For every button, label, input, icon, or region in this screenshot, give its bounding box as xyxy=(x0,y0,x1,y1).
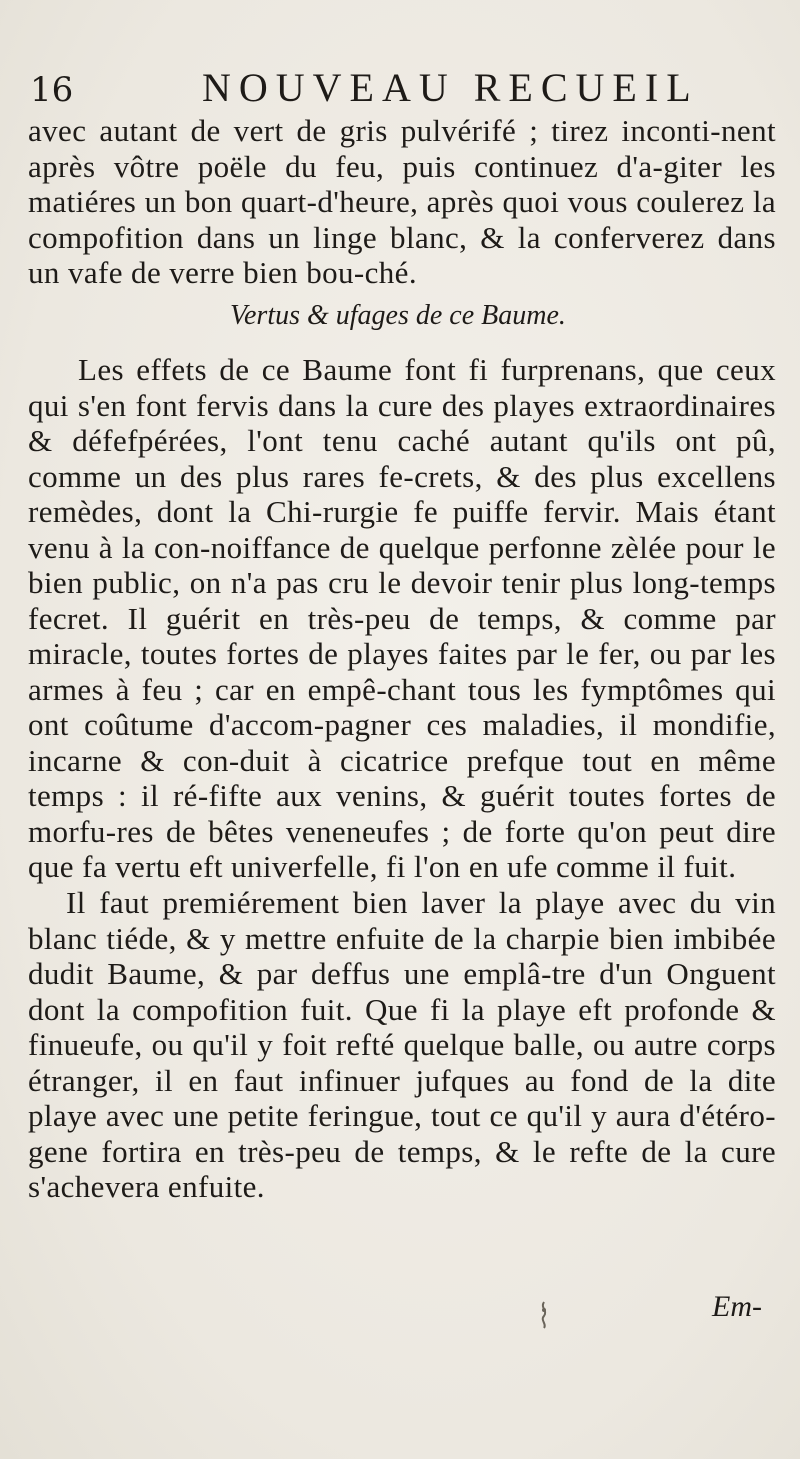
running-title: NOUVEAU RECUEIL xyxy=(202,65,699,110)
page-header xyxy=(30,64,770,110)
printer-ornament-icon xyxy=(535,1300,553,1330)
paragraph-usage: Il faut premiérement bien laver la playe avec du vin blanc tiéde, & y mettre enfuite de la charpie bien imbibée dudit Baume, & par deffus une emplâ-tre d'un Onguent dont la compofition fuit. Que fi la playe eft profonde & finueufe, ou qu'il y foit refté quelque balle, ou autre corps étranger, il en faut infinuer jufques au fond de la dite playe avec une petite feringue, tout ce qu'il y aura d'étéro-gene fortira en très-peu de temps, & le refte de la cure s'achevera enfuite. xyxy=(28,885,776,1204)
paragraph-effects: Les effets de ce Baume font fi furprenans, que ceux qui s'en font fervis dans la cure des playes extraordinaires & défefpérées, l'ont tenu caché autant qu'ils ont pû, comme un des plus rares fe-crets, & des plus excellens remèdes, dont la Chi-rurgie fe puiffe fervir. Mais étant venu à la con-noiffance de quelque perfonne zèlée pour le bien public, on n'a pas cru le devoir tenir plus long-temps fecret. Il guérit en très-peu de temps, & comme par miracle, toutes fortes de playes faites par le fer, ou par les armes à feu ; car en empê-chant tous les fymptômes qui ont coûtume d'accom-pagner ces maladies, il mondifie, incarne & con-duit à cicatrice prefque tout en même temps : il ré-fifte aux venins, & guérit toutes fortes de morfu-res de bêtes veneneufes ; de forte qu'on peut dire que fa vertu eft univerfelle, fi l'on en ufe comme il fuit. xyxy=(28,352,776,884)
paragraph-recipe-end: avec autant de vert de gris pulvérifé ; tirez inconti-nent après vôtre poële du feu, puis continuez d'a-giter les matiéres un bon quart-d'heure, après quoi vous coulerez la compofition dans un linge blanc, & la conferverez dans un vafe de verre bien bou-ché. xyxy=(28,113,776,290)
catchword: Em- xyxy=(712,1290,762,1323)
section-title: Vertus & ufages de ce Baume. xyxy=(230,300,566,331)
page-number: 16 xyxy=(30,70,74,110)
